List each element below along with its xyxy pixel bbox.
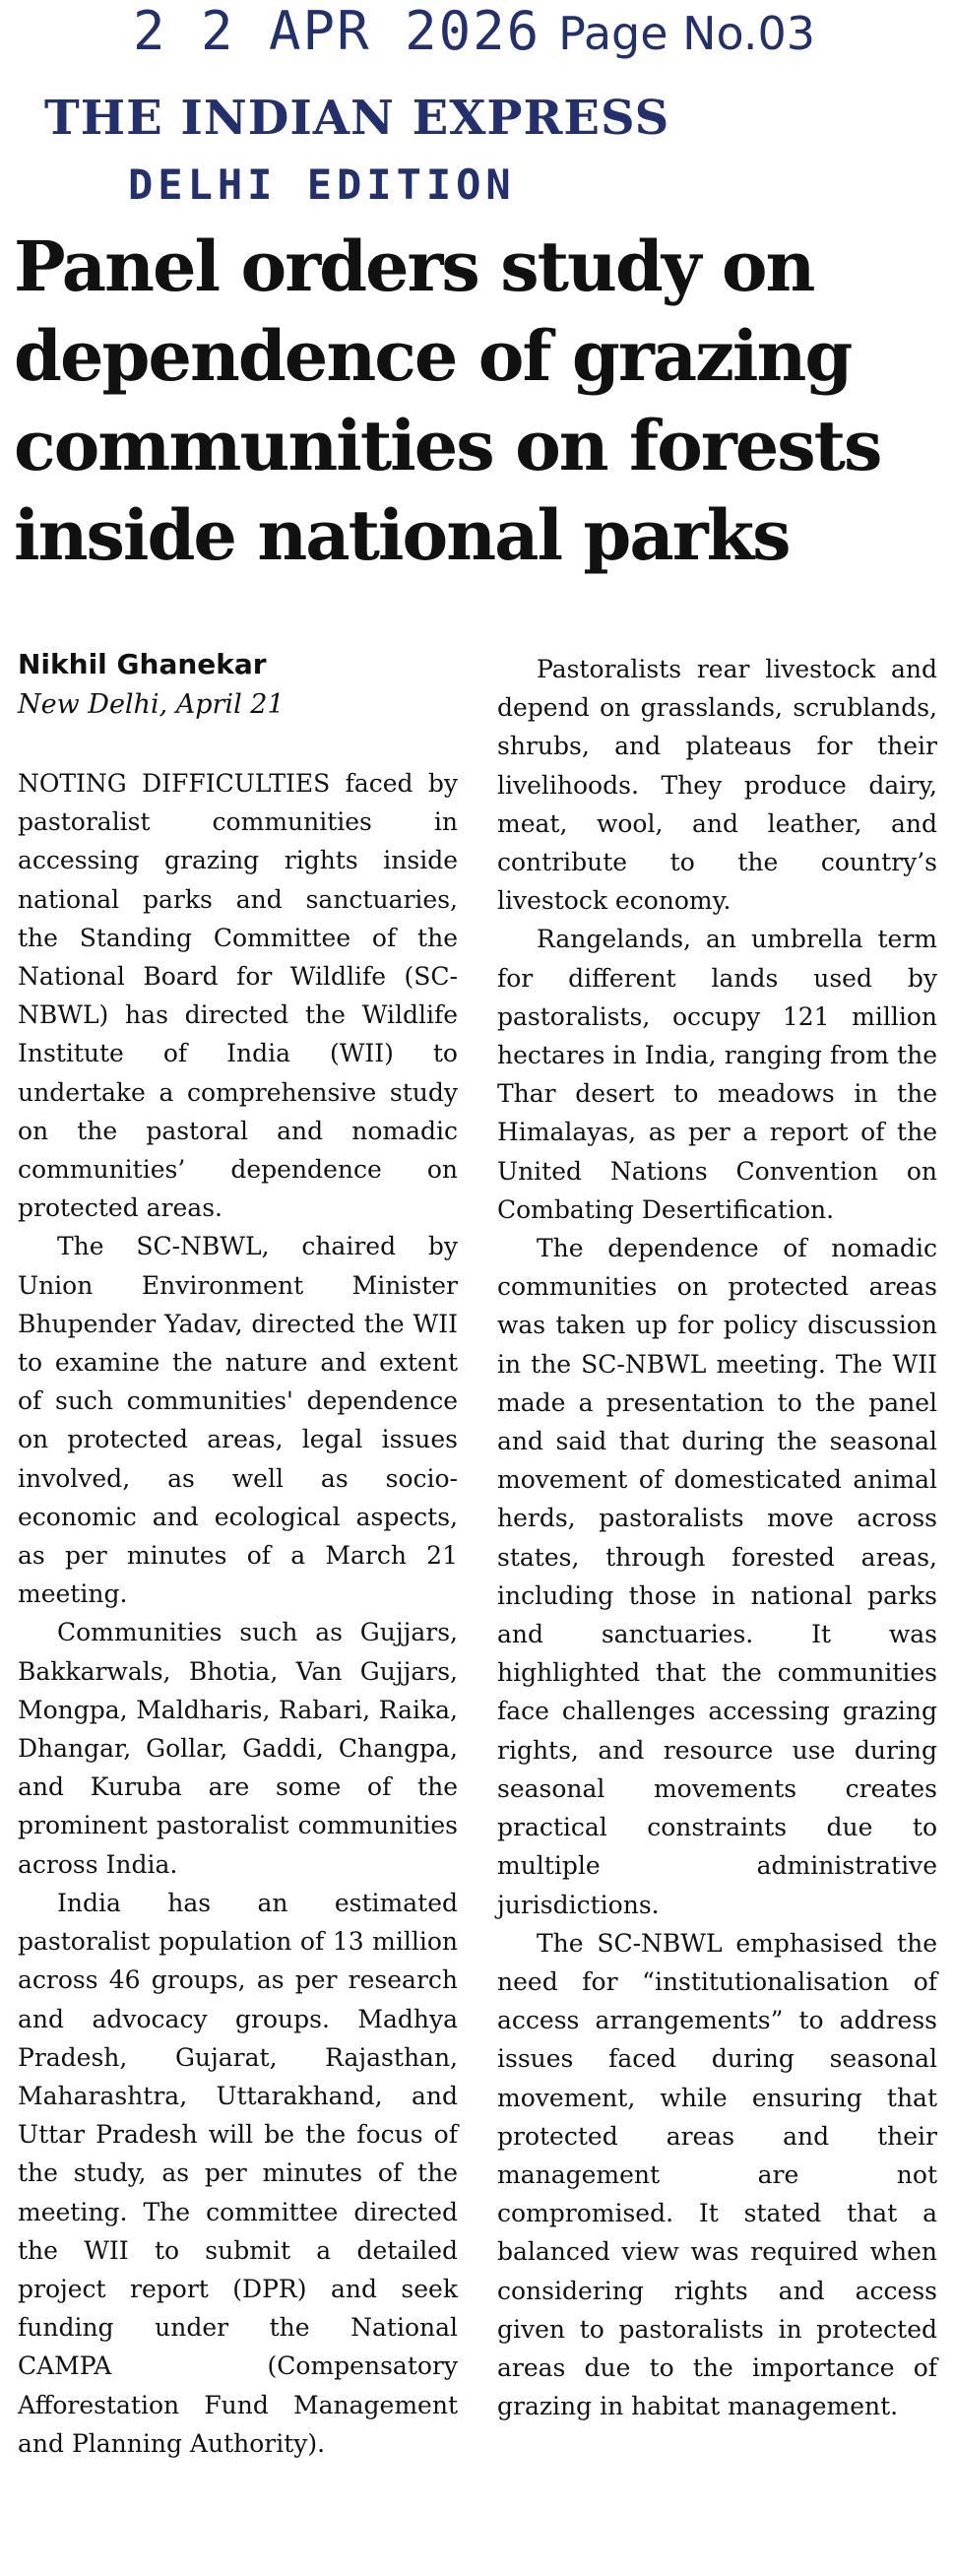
headline-line: dependence of grazing: [14, 315, 852, 397]
stamp-date-text: 2 2 APR 2026: [133, 0, 541, 62]
body-paragraph: Communities such as Gujjars, Bakkarwals, Bhotia, Van Gujjars, Mongpa, Maldharis, Rabari, Raika, Dhangar, Gollar, Gaddi, Changpa, and Kuruba are some of the prominent pastoralist communities across India.: [18, 1618, 458, 1879]
body-paragraph: Pastoralists rear livestock and depend on grasslands, scrublands, shrubs, and plateaus for their livelihoods. They produce dairy, meat, wool, and leather, and contribute to the country’s livestock economy.: [497, 655, 937, 916]
lead-caps: NOTING DIFFICULTIES: [18, 769, 331, 798]
body-paragraph: The SC-NBWL, chaired by Union Environment Minister Bhupender Yadav, directed the WII to examine the nature and extent of such communities' dependence on protected areas, legal issues involved, as well as socio-economic and ecological aspects, as per minutes of a March 21 meeting.: [18, 1232, 458, 1609]
dateline: New Delhi, April 21: [18, 689, 285, 720]
body-paragraph: The dependence of nomadic communities on protected areas was taken up for policy discussion in the SC-NBWL meeting. The WII made a presentation to the panel and said that during the seasonal movement of domesticated animal herds, pastoralists move across states, through forested areas, including those in national parks and sanctuaries. It was highlighted that the communities face challenges accessing grazing rights, and resource use during seasonal movements creates practical constraints due to multiple administrative jurisdictions.: [497, 1234, 937, 1919]
newspaper-name-stamp: THE INDIAN EXPRESS: [44, 91, 670, 146]
article-column-left: [18, 764, 458, 2463]
body-paragraph: [18, 764, 458, 1227]
headline-line: inside national parks: [14, 494, 790, 576]
body-paragraph: Rangelands, an umbrella term for different lands used by pastoralists, occupy 121 million hectares in India, ranging from the Thar desert to meadows in the Himalayas, as per a report of the United Nations Convention on Combating Desertification.: [497, 925, 937, 1224]
headline-line: communities on forests: [14, 405, 881, 486]
article-column-right: [497, 650, 937, 2425]
headline: [14, 222, 944, 580]
body-paragraph: The SC-NBWL emphasised the need for “institutionalisation of access arrangements” to address issues faced during seasonal movement, while ensuring that protected areas and their management are not compromised. It stated that a balanced view was required when considering rights and access given to pastoralists in protected areas due to the importance of grazing in habitat management.: [497, 1928, 937, 2421]
stamp-page-prefix: Page No.: [558, 7, 758, 60]
stamp-page-number: 03: [757, 7, 816, 60]
body-text: faced by pastoralist communities in accessing grazing rights inside national parks and sanctuaries, the Standing Committee of the National Board for Wildlife (SC-NBWL) has directed the Wildlife Institute of India (WII) to undertake a comprehensive study on the pastoral and nomadic communities’ dependence on protected areas.: [18, 769, 458, 1223]
body-paragraph: India has an estimated pastoralist population of 13 million across 46 groups, as per research and advocacy groups. Madhya Pradesh, Gujarat, Rajasthan, Maharashtra, Uttarakhand, and Uttar Pradesh will be the focus of the study, as per minutes of the meeting. The committee directed the WII to submit a detailed project report (DPR) and seek funding under the National CAMPA (Compensatory Afforestation Fund Management and Planning Authority).: [18, 1888, 458, 2458]
date-stamp: [133, 0, 815, 62]
stamp-page-label: [558, 7, 815, 60]
author-byline: Nikhil Ghanekar: [18, 648, 267, 680]
headline-line: Panel orders study on: [14, 225, 814, 307]
edition-stamp: DELHI EDITION: [128, 161, 516, 209]
